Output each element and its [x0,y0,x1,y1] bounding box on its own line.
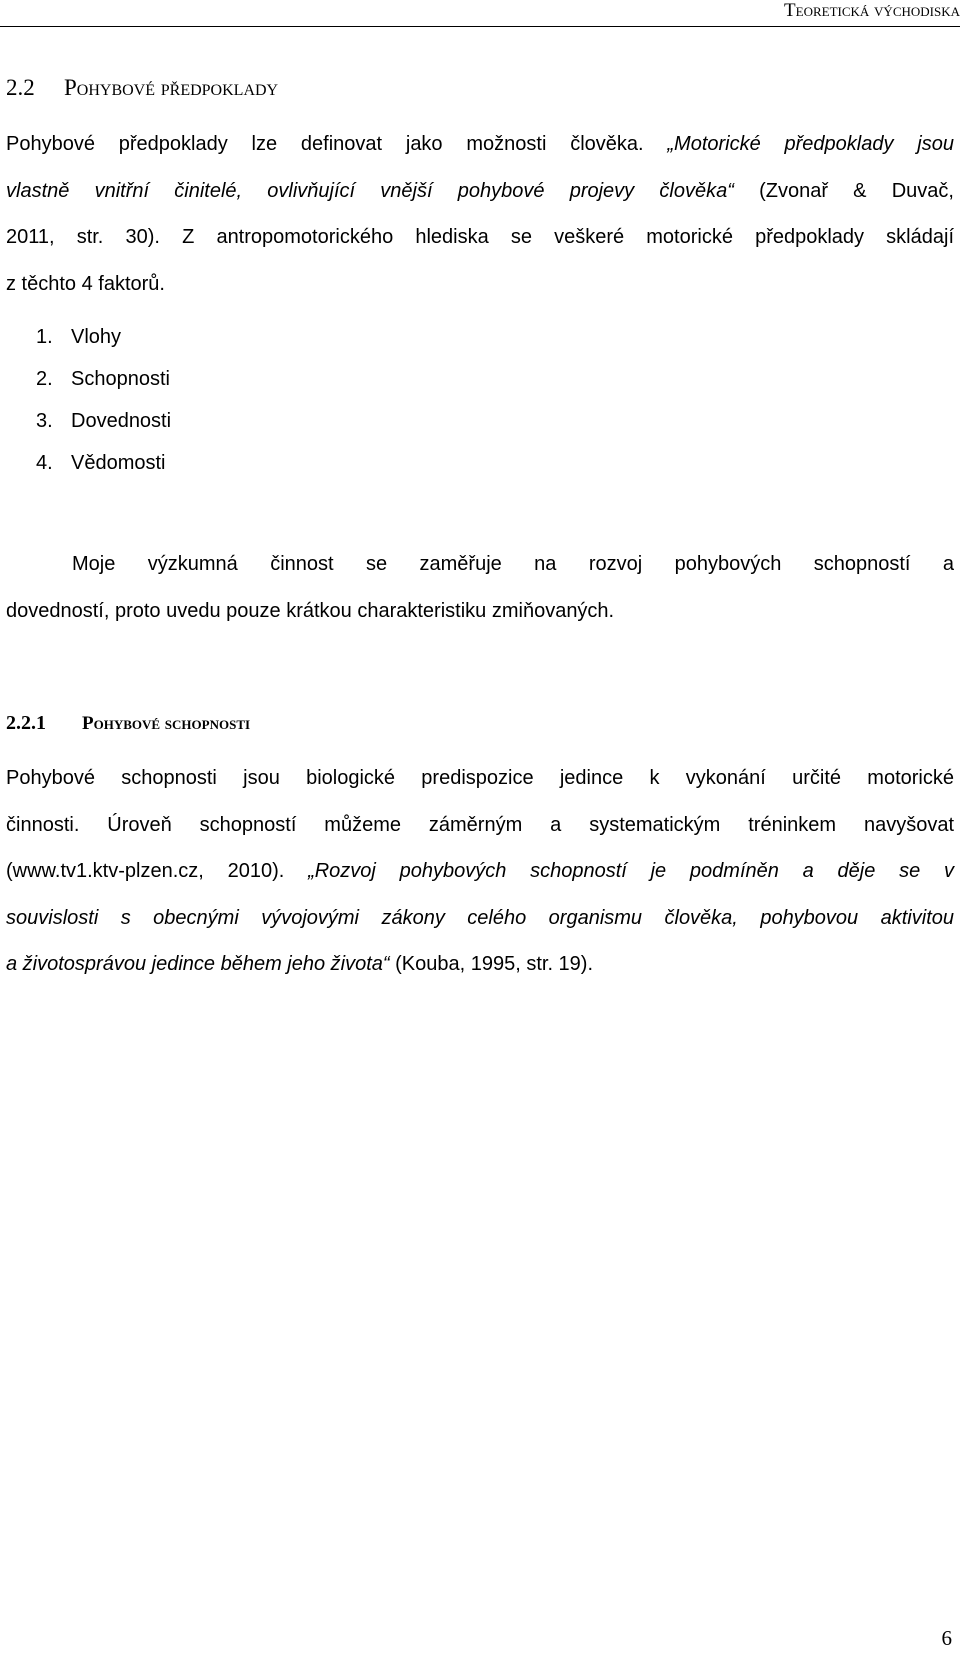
list-label: Vlohy [71,326,122,348]
list-index: 4. [36,452,53,474]
section-title: Pohybové předpoklady [64,75,279,100]
citation-run: (www.tv1.ktv-plzen.cz, 2010). [6,860,309,882]
subsection-number: 2.2.1 [6,712,46,734]
subsection-heading [6,707,250,740]
list-item [36,358,171,400]
citation-run: (Zvonař & Duvač, [733,179,954,202]
list-label: Dovednosti [71,410,172,432]
citation-run: (Kouba, 1995, str. 19). [389,953,594,975]
text-run: Pohybové předpoklady lze definovat jako možnosti člověka. [6,133,668,155]
factor-list [36,316,171,484]
paragraph-line: 2011, str. 30). Z antropomotorického hlediska se veškeré motorické předpoklady skládají [6,226,954,248]
list-label: Schopnosti [71,368,170,390]
header-divider [0,26,960,27]
list-index: 2. [36,368,53,390]
paragraph-line: Pohybové schopnosti jsou biologické predispozice jedince k vykonání určité motorické [6,767,954,789]
section-number: 2.2 [6,75,35,100]
paragraph-line [6,168,954,215]
quote-run: a životosprávou jedince během jeho života“ [6,953,390,975]
quote-run: „Motorické předpoklady jsou [667,133,954,155]
quote-run: vlastně vnitřní činitelé, ovlivňující vnější pohybové projevy člověka“ [6,179,734,202]
paragraph-line [6,848,954,895]
paragraph-line [6,941,954,988]
paragraph-line [6,121,954,168]
paragraph-line: činnosti. Úroveň schopností můžeme záměrným a systematickým tréninkem navyšovat [6,813,954,836]
list-label: Vědomosti [71,452,166,474]
list-item [36,316,171,358]
running-header: Teoretická východiska [784,0,960,21]
list-item [36,442,171,484]
quote-run: souvislosti s obecnými vývojovými zákony celého organismu člověka, pohybovou aktivitou [6,906,954,929]
quote-run: „Rozvoj pohybových schopností je podmíněn a děje se v [308,860,954,882]
list-index: 3. [36,410,53,432]
paragraph-line: dovedností, proto uvedu pouze krátkou charakteristiku zmiňovaných. [6,599,615,622]
paragraph-line: z těchto 4 faktorů. [6,272,165,295]
paragraph-motor-abilities [6,755,954,988]
paragraph-line: Moje výzkumná činnost se zaměřuje na rozvoj pohybových schopností a [72,553,954,575]
paragraph-line [6,895,954,942]
paragraph-definition [6,121,954,307]
subsection-title: Pohybové schopnosti [82,713,251,734]
section-heading [6,72,278,104]
page-number: 6 [941,1626,952,1650]
list-index: 1. [36,326,53,348]
paragraph-research-focus [6,541,954,634]
list-item [36,400,171,442]
